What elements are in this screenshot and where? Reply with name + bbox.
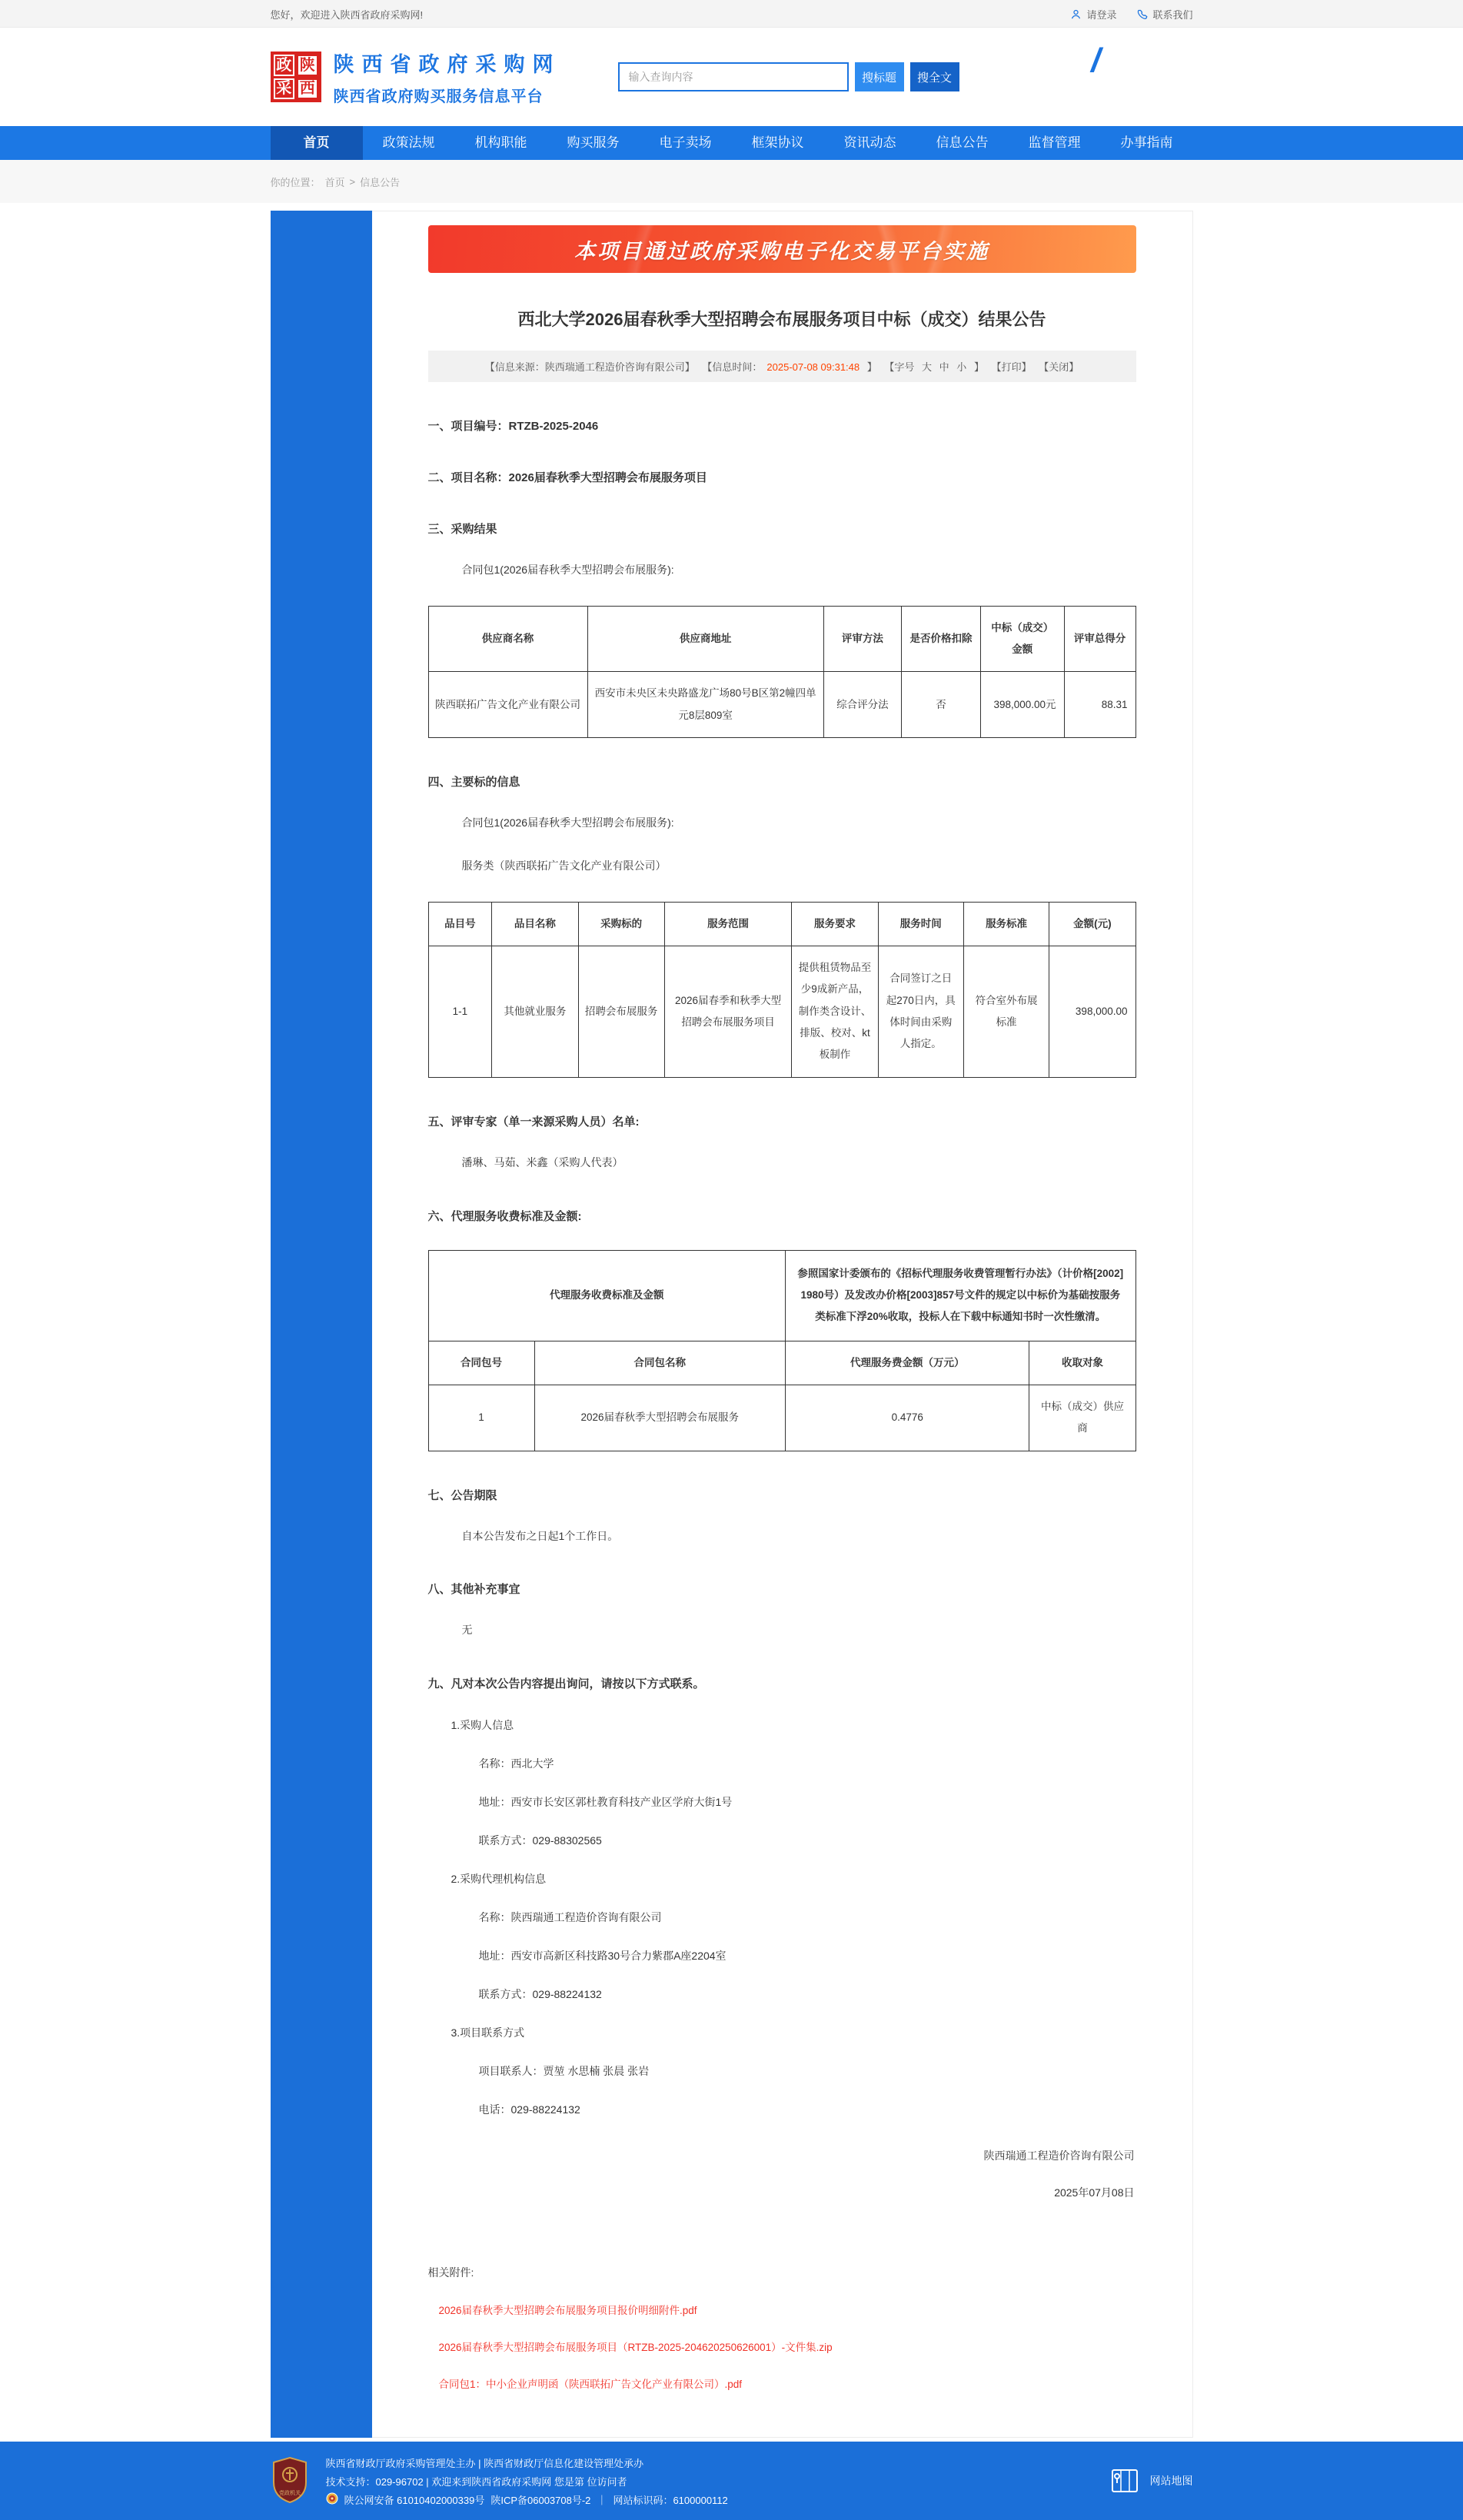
- nav-item-e-marketplace[interactable]: 电子卖场: [659, 135, 712, 150]
- left-blue-band: [271, 211, 372, 2438]
- site-logo: [271, 52, 321, 102]
- search-fulltext-button[interactable]: 搜全文: [910, 62, 959, 91]
- sitemap-icon: [1109, 2464, 1141, 2498]
- table-row: [428, 1385, 1135, 1451]
- breadcrumb-home-link[interactable]: 首页: [324, 176, 345, 188]
- attachment-link-fileset-zip[interactable]: 2026届春秋季大型招聘会布展服务项目（RTZB-2025-204620250626001）-文件集.zip: [438, 2342, 833, 2354]
- nav-item-supervision[interactable]: 监督管理: [1028, 135, 1081, 150]
- result-table: [428, 606, 1136, 738]
- footer-beian-line: [326, 2492, 728, 2507]
- award-amount-cell: 398,000.00元: [981, 672, 1065, 738]
- purchaser-address: 地址：西安市长安区郭杜教育科技产业区学府大街1号: [478, 1796, 733, 1809]
- slash-decoration: /: [1091, 42, 1101, 79]
- e-trading-platform-banner: [428, 225, 1136, 273]
- user-icon: [1070, 8, 1082, 20]
- agency-name: 名称：陕西瑞通工程造价咨询有限公司: [478, 1911, 662, 1924]
- col-header: 合同包名称: [534, 1341, 786, 1385]
- footer-organizer-line: 陕西省财政厅政府采购管理处主办 | 陕西省财政厅信息化建设管理处承办: [325, 2457, 644, 2469]
- fontsize-large-button[interactable]: 大: [922, 361, 933, 373]
- purchaser-name: 名称：西北大学: [478, 1757, 554, 1770]
- purchaser-phone: 联系方式：029-88302565: [478, 1834, 602, 1847]
- col-header: 收取对象: [1029, 1341, 1135, 1385]
- fontsize-medium-button[interactable]: 中: [939, 361, 949, 373]
- meta-fontsize-close: 】: [973, 361, 984, 373]
- fee-standard-desc-cell: 参照国家计委颁布的《招标代理服务收费管理暂行办法》（计价格[2002]1980号）及发改办价格[2003]857号文件的规定以中标价为基础按服务类标准下浮20%收取，投标人在下载中标通知书时一次性缴清。: [786, 1250, 1135, 1341]
- contact-us-link[interactable]: [1136, 7, 1192, 22]
- nav-item-announcements[interactable]: 信息公告: [936, 135, 989, 150]
- service-requirement-cell: 提供租赁物品至少9成新产品，制作类含设计、排版、校对、kt板制作: [792, 946, 878, 1078]
- site-footer: [0, 2442, 1463, 2520]
- section-other-matters: 八、其他补充事宜: [427, 1583, 520, 1597]
- agency-phone: 联系方式：029-88224132: [478, 1988, 602, 2001]
- subject-table: [428, 902, 1136, 1078]
- col-header: 金额(元): [1049, 902, 1135, 946]
- nav-item-news[interactable]: 资讯动态: [843, 135, 896, 150]
- search-input[interactable]: [618, 62, 849, 91]
- contact-us-label: 联系我们: [1152, 8, 1193, 21]
- site-header: [0, 28, 1463, 126]
- meta-time-close: 】: [864, 361, 877, 373]
- page-title: 西北大学2026届春秋季大型招聘会布展服务项目中标（成交）结果公告: [517, 310, 1046, 329]
- table-row: [428, 672, 1135, 738]
- project-contact-title: 3.项目联系方式: [451, 2026, 525, 2040]
- login-label: 请登录: [1086, 8, 1117, 21]
- sitemap-label: 网站地图: [1149, 2475, 1193, 2488]
- breadcrumb: [271, 160, 1193, 203]
- gongan-beian-link[interactable]: 陕公网安备 61010402000339号: [344, 2494, 485, 2506]
- icp-beian-link[interactable]: 陕ICP备06003708号-2: [490, 2494, 591, 2506]
- logo-char: 西: [297, 78, 318, 100]
- logo-char: 陕: [297, 55, 318, 76]
- col-header: 供应商名称: [428, 606, 587, 672]
- nav-item-service-guide[interactable]: 办事指南: [1120, 135, 1173, 150]
- table-row: [428, 946, 1135, 1078]
- footer-separator: ｜: [597, 2494, 607, 2506]
- nav-item-purchase-services[interactable]: 购买服务: [567, 135, 620, 150]
- col-header: 合同包号: [428, 1341, 534, 1385]
- service-scope-cell: 2026届春季和秋季大型招聘会布展服务项目: [664, 946, 792, 1078]
- footer-support-line: 技术支持：029-96702 | 欢迎来到陕西省政府采购网 您是第 位访问者: [325, 2475, 627, 2488]
- print-button[interactable]: 【打印】: [991, 361, 1032, 373]
- breadcrumb-prefix: 你的位置：: [270, 176, 321, 188]
- welcome-text: 您好，欢迎进入陕西省政府采购网!: [270, 8, 424, 21]
- login-link[interactable]: [1070, 7, 1116, 22]
- col-header: 采购标的: [578, 902, 664, 946]
- col-header: 评审总得分: [1064, 606, 1135, 672]
- site-code: 网站标识码：6100000112: [613, 2494, 728, 2506]
- attachment-link-sme-declaration-pdf[interactable]: 合同包1：中小企业声明函（陕西联拓广告文化产业有限公司）.pdf: [438, 2379, 743, 2391]
- col-header: 中标（成交）金额: [981, 606, 1065, 672]
- logo-char: 政: [274, 55, 295, 76]
- purchaser-info: [428, 1717, 1136, 2117]
- other-matters-text: 无: [461, 1624, 473, 1637]
- search-title-button[interactable]: 搜标题: [855, 62, 904, 91]
- site-subtitle: 陕西省政府购买服务信息平台: [333, 88, 544, 105]
- signature-date: 2025年07月08日: [1054, 2186, 1135, 2199]
- signature-block: [428, 2148, 1136, 2200]
- fee-standard-label-cell: 代理服务收费标准及金额: [428, 1250, 786, 1341]
- attachment-link-quotation-pdf[interactable]: 2026届春秋季大型招聘会布展服务项目报价明细附件.pdf: [438, 2305, 697, 2317]
- col-header: 服务标准: [963, 902, 1049, 946]
- review-score-cell: 88.31: [1064, 672, 1135, 738]
- attachments-section: [428, 2265, 1136, 2391]
- close-button[interactable]: 【关闭】: [1039, 361, 1079, 373]
- service-time-cell: 合同签订之日起270日内，具体时间由采购人指定。: [878, 946, 963, 1078]
- banner-text: 本项目通过政府采购电子化交易平台实施: [574, 239, 989, 263]
- nav-item-framework-agreements[interactable]: 框架协议: [751, 135, 804, 150]
- col-header: 供应商地址: [587, 606, 823, 672]
- nav-item-functions[interactable]: 机构职能: [474, 135, 527, 150]
- agency-fee-amount-cell: 0.4776: [786, 1385, 1029, 1451]
- signature-company: 陕西瑞通工程造价咨询有限公司: [983, 2149, 1135, 2163]
- main-area: [271, 211, 1193, 2438]
- package-name-cell: 2026届春秋季大型招聘会布展服务: [534, 1385, 786, 1451]
- section-agency-fee: 六、代理服务收费标准及金额:: [427, 1209, 582, 1223]
- phone-icon: [1136, 8, 1148, 20]
- sitemap-link[interactable]: [1109, 2464, 1193, 2498]
- supplier-name-cell: 陕西联拓广告文化产业有限公司: [428, 672, 587, 738]
- project-contact-phone: 电话：029-88224132: [478, 2103, 580, 2116]
- package-1-label: 合同包1(2026届春秋季大型招聘会布展服务):: [461, 564, 674, 576]
- service-category-label: 服务类（陕西联拓广告文化产业有限公司）: [461, 859, 667, 872]
- nav-item-policies[interactable]: 政策法规: [382, 135, 435, 150]
- article-meta-bar: [428, 351, 1136, 382]
- government-badge: [271, 2456, 309, 2506]
- section-project-number: 一、项目编号：RTZB-2025-2046: [427, 420, 599, 433]
- col-header: 品目名称: [492, 902, 578, 946]
- project-contact-person: 项目联系人：贾堃 水思楠 张晨 张岩: [478, 2065, 650, 2078]
- col-header: 评审方法: [823, 606, 901, 672]
- agency-address: 地址：西安市高新区科技路30号合力紫郡A座2204室: [478, 1950, 727, 1963]
- meta-time-value: 2025-07-08 09:31:48: [766, 361, 860, 373]
- price-deduction-cell: 否: [901, 672, 980, 738]
- col-header: 品目号: [428, 902, 492, 946]
- site-name: 陕西省政府采购网: [333, 53, 561, 76]
- logo-char: 采: [274, 78, 295, 100]
- item-number-cell: 1-1: [428, 946, 492, 1078]
- breadcrumb-strip: [0, 160, 1463, 203]
- col-header: 服务时间: [878, 902, 963, 946]
- amount-cell: 398,000.00: [1049, 946, 1135, 1078]
- col-header: 服务范围: [664, 902, 792, 946]
- announcement-period-text: 自本公告发布之日起1个工作日。: [461, 1529, 619, 1542]
- purchaser-info-title: 1.采购人信息: [451, 1719, 514, 1732]
- col-header: 是否价格扣除: [901, 606, 980, 672]
- attachments-title: 相关附件:: [427, 2266, 474, 2279]
- nav-item-home[interactable]: 首页: [271, 126, 363, 160]
- col-header: 服务要求: [792, 902, 878, 946]
- service-standard-cell: 符合室外布展标准: [963, 946, 1049, 1078]
- meta-source: 【信息来源：陕西瑞通工程造价咨询有限公司】: [484, 361, 695, 373]
- fontsize-small-button[interactable]: 小: [956, 361, 967, 373]
- agency-info-title: 2.采购代理机构信息: [451, 1873, 547, 1886]
- section-announcement-period: 七、公告期限: [427, 1488, 497, 1502]
- expert-names: 潘琳、马茹、米鑫（采购人代表）: [461, 1155, 623, 1169]
- section-review-experts: 五、评审专家（单一来源采购人员）名单:: [427, 1115, 640, 1129]
- review-method-cell: 综合评分法: [823, 672, 901, 738]
- col-header: 代理服务费金额（万元）: [786, 1341, 1029, 1385]
- police-badge-icon: [326, 2492, 338, 2507]
- supplier-address-cell: 西安市未央区未央路盛龙广场80号B区第2幢四单元8层809室: [587, 672, 823, 738]
- top-bar: [0, 0, 1463, 28]
- item-name-cell: 其他就业服务: [492, 946, 578, 1078]
- section-subject-info: 四、主要标的信息: [427, 776, 520, 790]
- breadcrumb-current-link[interactable]: 信息公告: [360, 176, 401, 188]
- announcement-content: [372, 211, 1193, 2438]
- section-contact-methods: 九、凡对本次公告内容提出询问，请按以下方式联系。: [427, 1677, 705, 1691]
- section-project-name: 二、项目名称：2026届春秋季大型招聘会布展服务项目: [427, 471, 707, 484]
- main-navigation: [0, 126, 1463, 160]
- meta-time-label: 【信息时间：: [702, 361, 763, 373]
- package-number-cell: 1: [428, 1385, 534, 1451]
- package-1-label: 合同包1(2026届春秋季大型招聘会布展服务):: [461, 816, 674, 829]
- meta-fontsize-label: 【字号: [884, 361, 915, 373]
- search-box: [618, 62, 959, 91]
- section-procurement-result: 三、采购结果: [427, 523, 497, 536]
- fee-payer-cell: 中标（成交）供应商: [1029, 1385, 1135, 1451]
- procurement-subject-cell: 招聘会布展服务: [578, 946, 664, 1078]
- breadcrumb-separator: >: [349, 175, 356, 188]
- agency-fee-table: [428, 1250, 1136, 1451]
- badge-text: 党政机关: [278, 2490, 301, 2496]
